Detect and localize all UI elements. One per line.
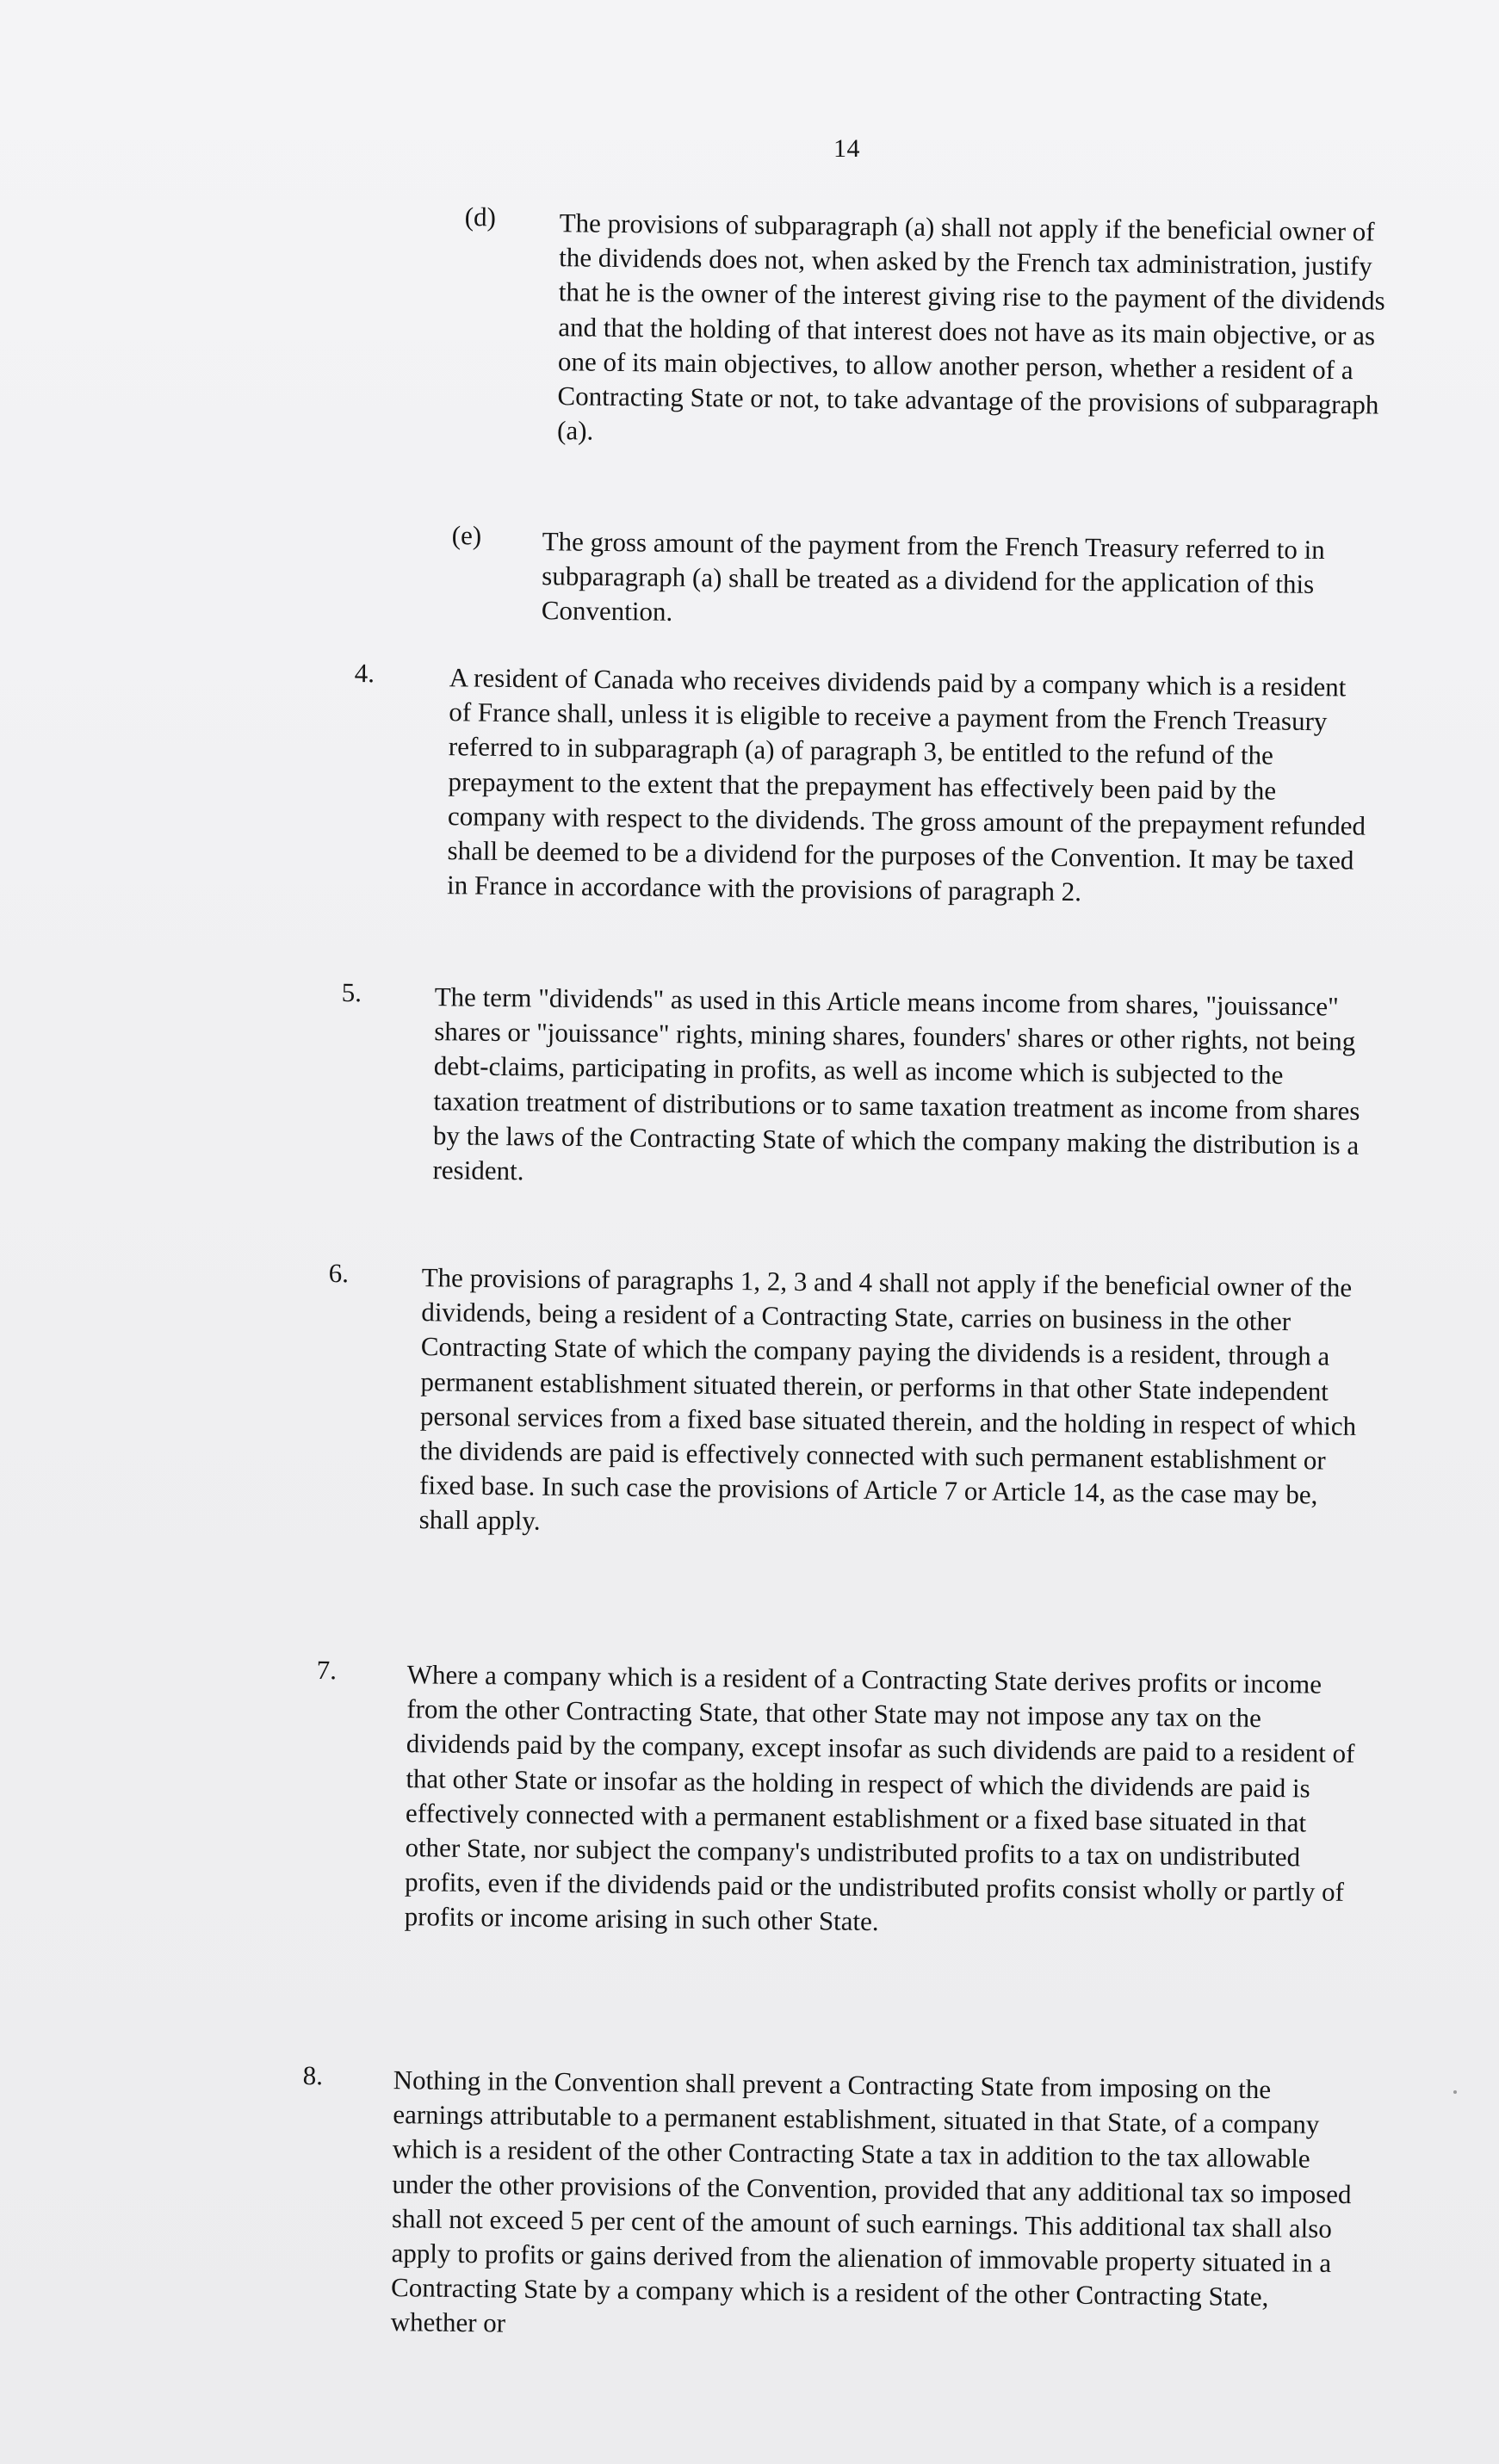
subparagraph-e-text: The gross amount of the payment from the French Treasury referred to in subparagraph (a) shall be treated as a dividend for the application of this Convention.	[541, 526, 1325, 628]
subparagraph-d-label: (d)	[464, 201, 497, 232]
paragraph-5-text: The term "dividends" as used in this Article means income from shares, "jouissance" shares or "jouissance" rights, mining shares, founders' shares or other rights, not being debt-claims, participating in profits, as well as income which is subjected to the taxation treatment of distributions or to same taxation treatment as income from shares by the laws of the Contracting State of which the company making the distribution is a resident.	[432, 981, 1360, 1186]
subparagraph-e-label: (e)	[451, 519, 482, 551]
subparagraph-d-text: The provisions of subparagraph (a) shall not apply if the beneficial owner of the dividends does not, when asked by the French tax administration, justify that he is the owner of the interest giving rise to the payment of the dividends and that the holding of that interest does not have as its main objective, or as one of its main objectives, to allow another person, whether a resident of a Contracting State or not, to take advantage of the provisions of subparagraph (a).	[556, 207, 1385, 446]
paragraph-6-label: 6.	[328, 1257, 350, 1289]
paragraph-7-label: 7.	[316, 1654, 338, 1686]
paragraph-5-label: 5.	[341, 976, 362, 1008]
paragraph-4-label: 4.	[354, 657, 375, 689]
paragraph-8-text: Nothing in the Convention shall prevent a Contracting State from imposing on the earnings attributable to a permanent establishment, situated in that State, of a company which is a resident of the other Contracting State a tax in addition to the tax allowable under the other provisions of the Convention, provided that any additional tax so imposed shall not exceed 5 per cent of the amount of such earnings. This additional tax shall also apply to profits or gains derived from the alienation of immovable property situated in a Contracting State by a company which is a resident of the other Contracting State, whether or	[390, 2065, 1352, 2338]
paragraph-7-text: Where a company which is a resident of a Contracting State derives profits or income from the other Contracting State, that other State may not impose any tax on the dividends paid by the company, except insofar as such dividends are paid to a resident of that other State or insofar as the holding in respect of which the dividends are paid is effectively connected with a permanent establishment or a fixed base situated in that other State, nor subject the company's undistributed profits to a tax on undistributed profits, even if the dividends paid or the undistributed profits consist wholly or partly of profits or income arising in such other State.	[404, 1659, 1355, 1937]
paragraph-4-text: A resident of Canada who receives dividends paid by a company which is a resident of France shall, unless it is eligible to receive a payment from the French Treasury referred to in subparagraph (a) of paragraph 3, be entitled to the refund of the prepayment to the extent that the prepayment has effectively been paid by the company with respect to the dividends. The gross amount of the prepayment refunded shall be deemed to be a dividend for the purposes of the Convention. It may be taxed in France in accordance with the provisions of paragraph 2.	[446, 662, 1366, 907]
scan-speck	[1453, 2090, 1457, 2094]
paragraph-8-label: 8.	[302, 2060, 324, 2091]
paragraph-6-text: The provisions of paragraphs 1, 2, 3 and 4 shall not apply if the beneficial owner of the dividends, being a resident of a Contracting State, carries on business in the other Contracting State of which the company paying the dividends is a resident, through a permanent establishment situated therein, or performs in that other State independent personal services from a fixed base situated therein, and the holding in respect of which the dividends are paid is effectively connected with such permanent establishment or fixed base. In such case the provisions of Article 7 or Article 14, as the case may be, shall apply.	[418, 1262, 1357, 1537]
page-number: 14	[833, 134, 860, 163]
